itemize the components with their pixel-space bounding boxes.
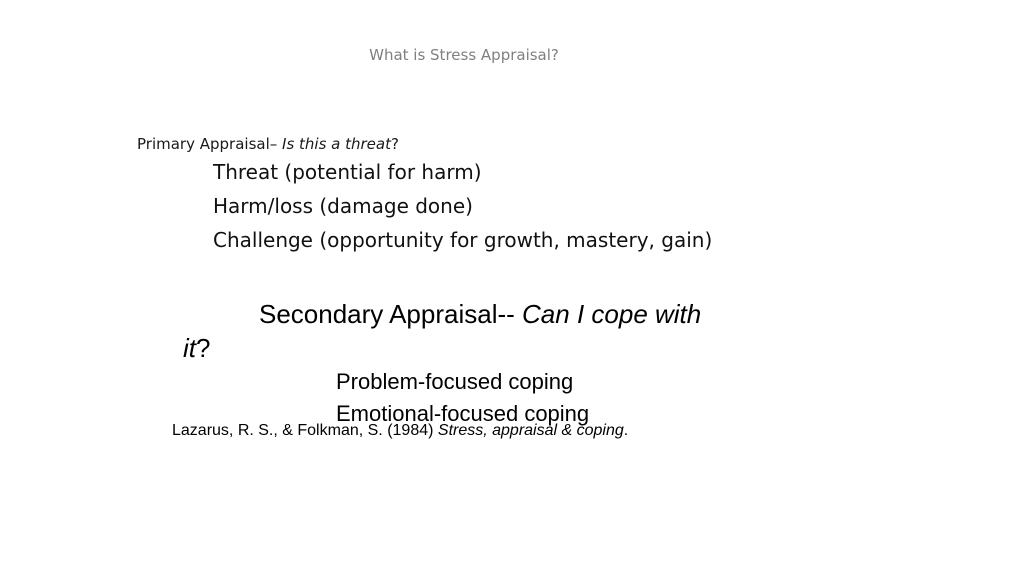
secondary-item-emotional-focused: Emotional-focused coping xyxy=(336,401,590,426)
citation-end: . xyxy=(623,422,629,439)
secondary-item-problem-focused: Problem-focused coping xyxy=(336,369,574,394)
secondary-appraisal-question-end: it xyxy=(183,333,196,363)
secondary-appraisal-question-mark: ? xyxy=(196,333,211,363)
secondary-appraisal-heading-continued xyxy=(183,333,210,364)
primary-item-harm-loss: Harm/loss (damage done) xyxy=(213,194,473,218)
citation xyxy=(172,422,628,440)
primary-appraisal-label: Primary Appraisal– xyxy=(137,135,283,153)
secondary-appraisal-label: Secondary Appraisal-- xyxy=(259,299,523,329)
primary-appraisal-question-mark: ? xyxy=(390,135,399,153)
citation-work: Stress, appraisal & coping xyxy=(437,422,624,439)
primary-item-threat: Threat (potential for harm) xyxy=(213,160,482,184)
primary-item-challenge: Challenge (opportunity for growth, mastery, gain) xyxy=(213,228,713,252)
citation-authors: Lazarus, R. S., & Folkman, S. (1984) xyxy=(172,422,438,439)
secondary-appraisal-heading xyxy=(259,299,701,330)
primary-appraisal-heading xyxy=(137,135,399,153)
slide-title: What is Stress Appraisal? xyxy=(369,46,559,64)
secondary-appraisal-question: Can I cope with xyxy=(522,299,702,329)
primary-appraisal-question: Is this a threat xyxy=(282,135,391,153)
